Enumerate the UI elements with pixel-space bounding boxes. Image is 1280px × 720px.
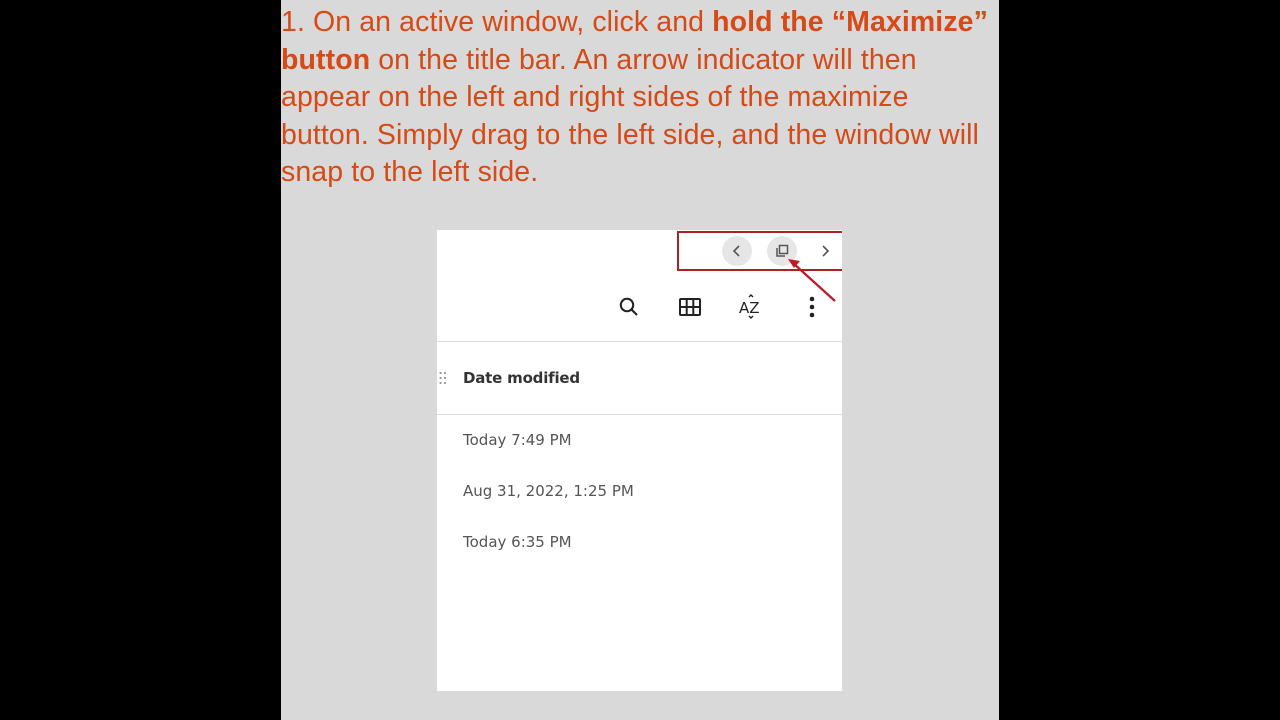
column-header-date-modified[interactable]: Date modified: [463, 369, 580, 387]
sort-az-icon: [737, 294, 765, 320]
more-vert-icon: [808, 295, 816, 319]
toolbar-divider: [437, 341, 842, 342]
grid-view-icon: [678, 297, 702, 317]
more-options-button[interactable]: [797, 292, 827, 322]
list-item[interactable]: Today 6:35 PM: [463, 533, 572, 551]
search-button[interactable]: [614, 292, 644, 322]
list-item[interactable]: Today 7:49 PM: [463, 431, 572, 449]
sort-az-label: AZ: [739, 299, 760, 317]
tutorial-slide: [281, 0, 999, 720]
drag-handle-icon[interactable]: [438, 370, 448, 386]
sort-button[interactable]: [736, 292, 766, 322]
instruction-bold-text: hold the “Maximize” button: [281, 6, 988, 76]
file-manager-window: [437, 230, 842, 691]
search-icon: [618, 296, 640, 318]
list-item[interactable]: Aug 31, 2022, 1:25 PM: [463, 482, 634, 500]
snap-left-button[interactable]: [722, 236, 752, 266]
header-divider: [437, 414, 842, 415]
instruction-part-1: 1. On an active window, click and: [281, 6, 713, 38]
chevron-left-icon: [730, 244, 744, 258]
grid-view-button[interactable]: [675, 292, 705, 322]
instruction-part-2: on the title bar. An arrow indicator will then appear on the left and right sides of the maximize button. Simply drag to the left side, and the window will snap to the left side.: [281, 43, 979, 188]
instruction-text: [281, 4, 997, 192]
